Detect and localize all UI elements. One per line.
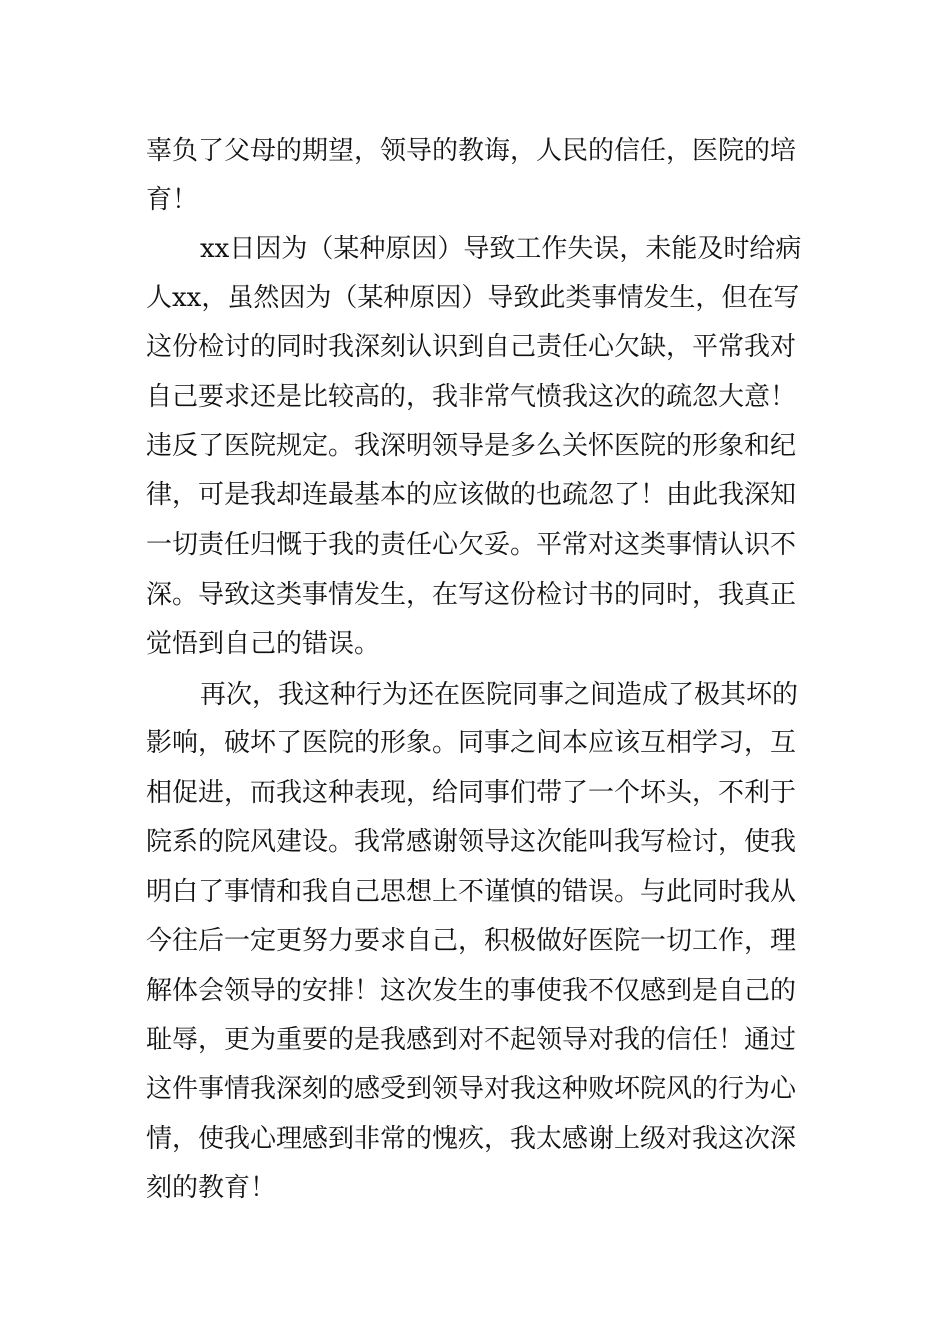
text-line: 辜负了父母的期望，领导的教诲，人民的信任，医院的培 [146, 136, 797, 166]
text-line: 院系的院风建设。我常感谢领导这次能叫我写检讨，使我 [146, 827, 797, 857]
text-line: 解体会领导的安排！这次发生的事使我不仅感到是自己的 [146, 976, 797, 1006]
text-line: 影响，破坏了医院的形象。同事之间本应该互相学习，互 [146, 728, 797, 758]
text-line: 这份检讨的同时我深刻认识到自己责任心欠缺，平常我对 [146, 332, 797, 362]
text-line: 这件事情我深刻的感受到领导对我这种败坏院风的行为心 [146, 1074, 797, 1104]
text-line: 耻辱，更为重要的是我感到对不起领导对我的信任！通过 [146, 1025, 797, 1055]
text-line: 违反了医院规定。我深明领导是多么关怀医院的形象和纪 [146, 431, 797, 461]
paragraph-first-line: xx日因为（某种原因）导致工作失误，未能及时给病 [200, 234, 802, 264]
text-line: 情，使我心理感到非常的愧疚，我太感谢上级对我这次深 [146, 1124, 797, 1154]
text-line: 深。导致这类事情发生，在写这份检讨书的同时，我真正 [146, 580, 797, 610]
text-line: 刻的教育！ [146, 1173, 277, 1203]
paragraph-first-line: 再次，我这种行为还在医院同事之间造成了极其坏的 [200, 680, 799, 710]
text-line: 育！ [146, 185, 199, 215]
text-line: 明白了事情和我自己思想上不谨慎的错误。与此同时我从 [146, 877, 797, 907]
text-line: 律，可是我却连最基本的应该做的也疏忽了！由此我深知 [146, 480, 797, 510]
text-line: 今往后一定更努力要求自己，积极做好医院一切工作，理 [146, 926, 797, 956]
text-line: 一切责任归慨于我的责任心欠妥。平常对这类事情认识不 [146, 530, 797, 560]
text-line: 觉悟到自己的错误。 [146, 629, 381, 659]
text-line: 相促进，而我这种表现，给同事们带了一个坏头，不利于 [146, 778, 797, 808]
text-line: 人xx，虽然因为（某种原因）导致此类事情发生，但在写 [146, 283, 800, 313]
text-line: 自己要求还是比较高的，我非常气愤我这次的疏忽大意！ [146, 382, 797, 412]
